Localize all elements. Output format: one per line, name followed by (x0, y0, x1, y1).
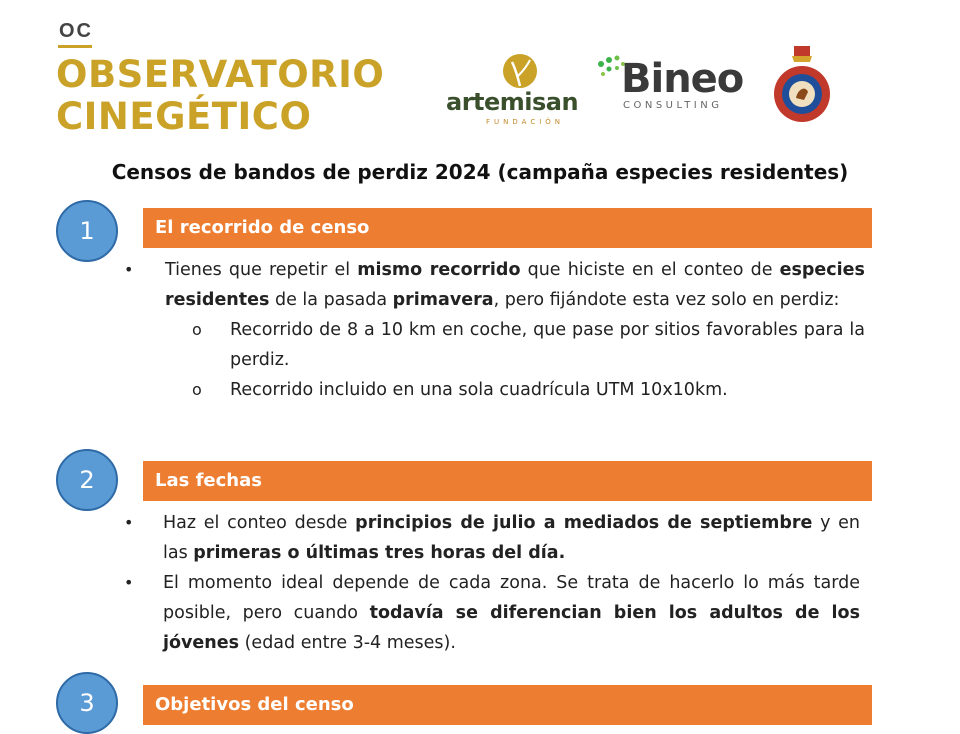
text-run: y en las (163, 513, 860, 563)
text-run: Haz el conteo desde (163, 513, 356, 533)
artemisan-leaf-icon (446, 52, 596, 92)
logo-title-line1: OBSERVATORIO (56, 53, 385, 96)
artemisan-wordmark: artemisan (446, 88, 579, 116)
text-run: , pero fijándote esta vez solo en perdiz: (493, 290, 840, 310)
section-2-content (120, 508, 860, 658)
section-number-3: 3 (56, 672, 118, 734)
sub-bullet-marker: o (192, 320, 202, 339)
observatorio-logo-title (56, 54, 384, 138)
oc-underline (58, 45, 92, 48)
section-1-content (120, 255, 865, 405)
text-run: que hiciste en el conteo de (520, 260, 780, 280)
artemisan-logo (446, 52, 596, 124)
text-run-bold: principios de julio a mediados de septiembre (355, 513, 813, 533)
bineo-wordmark (621, 56, 743, 102)
text-run-bold: todavía se diferencian bien los adultos de los jóvenes (163, 603, 860, 653)
bullet-marker: • (124, 573, 134, 592)
subitem-text: Recorrido de 8 a 10 km en coche, que pase por sitios favorables para la perdiz. (230, 320, 865, 370)
text-run: Tienes que repetir el (165, 260, 358, 280)
subitem-text: Recorrido incluido en una sola cuadrícula UTM 10x10km. (230, 380, 728, 400)
bullet-text (163, 568, 860, 658)
document-title: Censos de bandos de perdiz 2024 (campaña especies residentes) (111, 160, 849, 184)
sub-bullet-marker: o (192, 380, 202, 399)
bineo-subtitle: CONSULTING (623, 100, 723, 111)
text-run: de la pasada (269, 290, 393, 310)
section-1-bullet-1 (165, 255, 865, 315)
section-2-bullet-1 (120, 508, 860, 568)
text-run-bold: mismo recorrido (357, 260, 521, 280)
text-run: El momento ideal depende de cada zona. Se trata de hacerlo lo más tarde posible, pero cuando (163, 573, 860, 623)
section-heading-1: El recorrido de censo (143, 208, 872, 248)
section-number-2: 2 (56, 449, 118, 511)
bineo-logo (597, 50, 757, 120)
text-run-bold: especies residentes (165, 260, 865, 310)
text-run: (edad entre 3-4 meses). (239, 633, 456, 653)
section-heading-3: Objetivos del censo (143, 685, 872, 725)
text-run-bold: primavera (392, 290, 494, 310)
artemisan-subtitle: FUNDACIÓN (486, 118, 565, 126)
bineo-wordmark-text: Bineo (621, 56, 744, 102)
section-2-bullet-2 (120, 568, 860, 658)
bullet-marker: • (124, 513, 134, 532)
federation-crest-logo (770, 44, 834, 126)
section-number-1: 1 (56, 200, 118, 262)
section-heading-2: Las fechas (143, 461, 872, 501)
bullet-text (163, 508, 860, 568)
crest-icon (770, 44, 834, 126)
logo-title-line2: CINEGÉTICO (56, 95, 312, 138)
text-run-bold: primeras o últimas tres horas del día. (193, 543, 566, 563)
oc-initials: OC (59, 20, 93, 42)
bullet-marker: • (124, 260, 134, 279)
section-1-subitem-2 (192, 375, 865, 405)
section-1-subitem-1 (192, 315, 865, 375)
